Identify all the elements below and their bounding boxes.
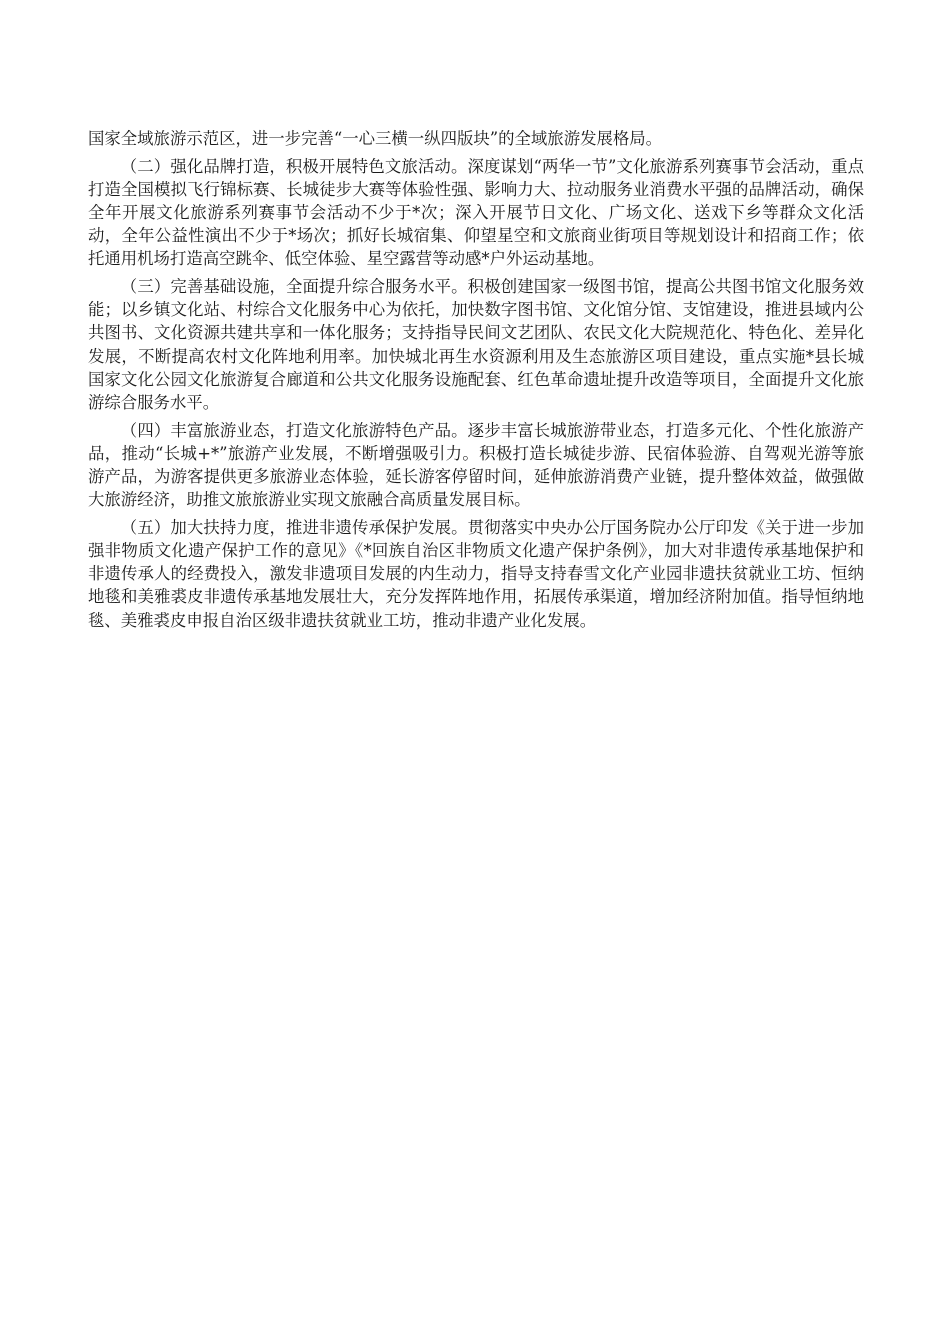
- paragraph-infrastructure: （三）完善基础设施，全面提升综合服务水平。积极创建国家一级图书馆，提高公共图书馆文化服务效能；以乡镇文化站、村综合文化服务中心为依托，加快数字图书馆、文化馆分馆、支馆建设，推进县域内公共图书、文化资源共建共享和一体化服务；支持指导民间文艺团队、农民文化大院规范化、特色化、差异化发展，不断提高农村文化阵地利用率。加快城北再生水资源利用及生态旅游区项目建设，重点实施*县长城国家文化公园文化旅游复合廊道和公共文化服务设施配套、红色革命遗址提升改造等项目，全面提升文化旅游综合服务水平。: [88, 277, 864, 413]
- paragraph-brand-activities: （二）强化品牌打造，积极开展特色文旅活动。深度谋划“两华一节”文化旅游系列赛事节会活动，重点打造全国模拟飞行锦标赛、长城徒步大赛等体验性强、影响力大、拉动服务业消费水平强的品牌活动，确保全年开展文化旅游系列赛事节会活动不少于*次；深入开展节日文化、广场文化、送戏下乡等群众文化活动，全年公益性演出不少于*场次；抓好长城宿集、仰望星空和文旅商业街项目等规划设计和招商工作；依托通用机场打造高空跳伞、低空体验、星空露营等动感*户外运动基地。: [88, 156, 864, 269]
- paragraph-tourism-products: （四）丰富旅游业态，打造文化旅游特色产品。逐步丰富长城旅游带业态，打造多元化、个性化旅游产品，推动“长城+*”旅游产业发展，不断增强吸引力。积极打造长城徒步游、民宿体验游、自驾观光游等旅游产品，为游客提供更多旅游业态体验，延长游客停留时间，延伸旅游消费产业链，提升整体效益，做强做大旅游经济，助推文旅旅游业实现文旅融合高质量发展目标。: [88, 420, 864, 510]
- document-body: [88, 127, 864, 636]
- paragraph-continuation: 国家全域旅游示范区，进一步完善“一心三横一纵四版块”的全域旅游发展格局。: [88, 129, 663, 148]
- paragraph-heritage-protection: （五）加大扶持力度，推进非遗传承保护发展。贯彻落实中央办公厅国务院办公厅印发《关于进一步加强非物质文化遗产保护工作的意见》《*回族自治区非物质文化遗产保护条例》，加大对非遗传承基地保护和非遗传承人的经费投入，激发非遗项目发展的内生动力，指导支持春雪文化产业园非遗扶贫就业工坊、恒纳地毯和美雅裘皮非遗传承基地发展壮大，充分发挥阵地作用，拓展传承渠道，增加经济附加值。指导恒纳地毯、美雅裘皮申报自治区级非遗扶贫就业工坊，推动非遗产业化发展。: [88, 517, 864, 630]
